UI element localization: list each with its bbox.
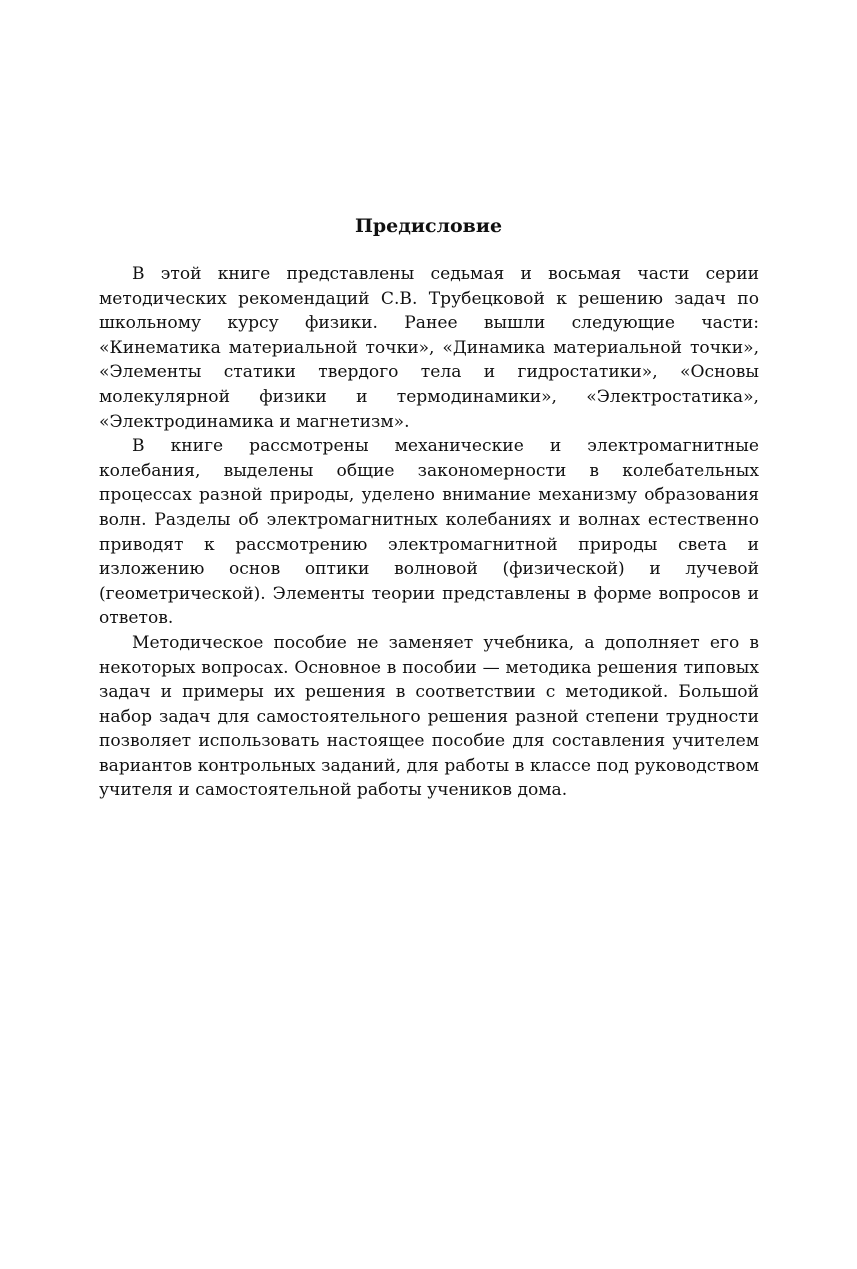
paragraph-1: В этой книге представлены седьмая и восьмая части серии методических рекомендаций С.В. Трубецковой к решению задач по школьному курсу физики. Ранее вышли следующие части: «Кинематика материальной точки», «Динамика материальной точки», «Элементы статики твердого тела и гидростатики», «Основы молекулярной физики и термодинамики», «Электростатика», «Электродинамика и магнетизм». — [99, 264, 759, 432]
preface-body — [99, 262, 759, 803]
preface-title: Предисловие — [354, 215, 503, 237]
paragraph-2: В книге рассмотрены механические и электромагнитные колебания, выделены общие закономерности в колебательных процессах разной природы, уделено внимание механизму образования волн. Разделы об электромагнитных колебаниях и волнах естественно приводят к рассмотрению электромагнитной природы света и изложению основ оптики волновой (физической) и лучевой (геометрической). Элементы теории представлены в форме вопросов и ответов. — [99, 436, 759, 629]
paragraph-3: Методическое пособие не заменяет учебника, а дополняет его в некоторых вопросах. Основное в пособии — методика решения типовых задач и примеры их решения в соответствии с методикой. Большой набор задач для самостоятельного решения разной степени трудности позволяет использовать настоящее пособие для составления учителем вариантов контрольных заданий, для работы в классе под руководством учителя и самостоятельной работы учеников дома. — [99, 632, 759, 801]
